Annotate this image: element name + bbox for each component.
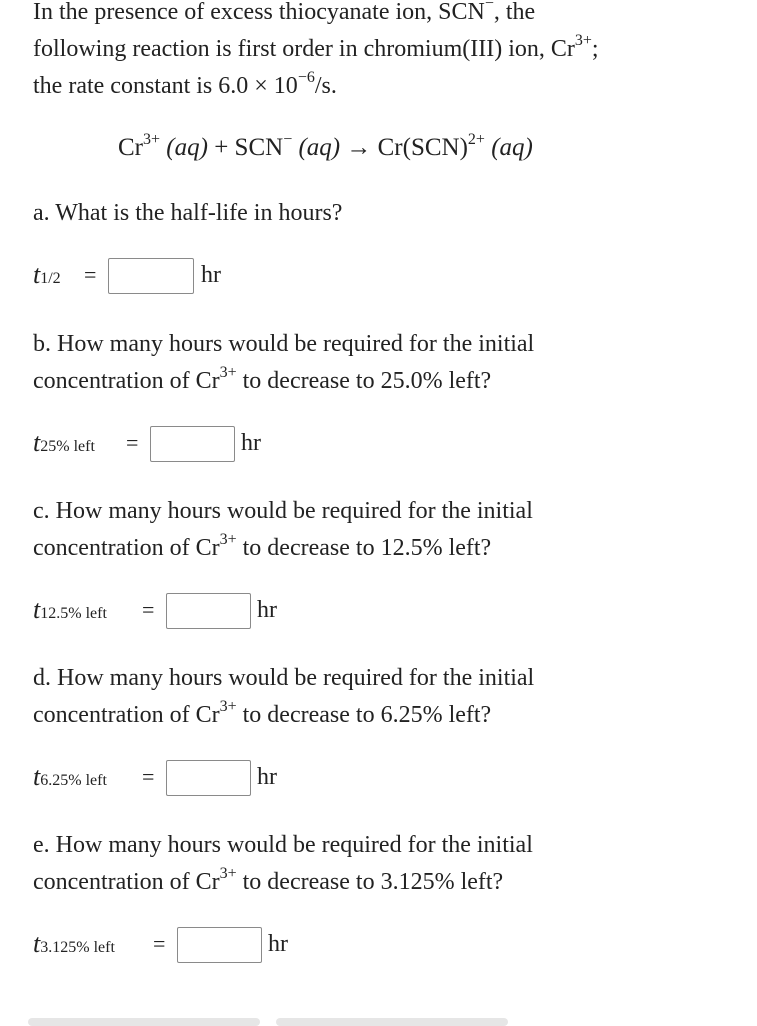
question-text: to decrease to 12.5% left? (236, 535, 492, 561)
var-main: t (33, 428, 41, 457)
answer-input-25-percent[interactable] (150, 426, 235, 462)
var-subscript: 12.5% left (40, 605, 107, 622)
var-subscript: 1/2 (40, 270, 61, 287)
bottom-button-left[interactable] (28, 1018, 260, 1026)
variable-t-3-125 (33, 929, 115, 959)
question-text: concentration of Cr (33, 869, 220, 895)
variable-t-6-25 (33, 762, 107, 792)
equals-sign: = (142, 597, 155, 622)
reaction-arrow-icon: → (346, 134, 372, 161)
question-e-text-2 (33, 864, 503, 901)
var-subscript: 25% left (40, 438, 95, 455)
question-b-text: b. How many hours would be required for the initial (33, 331, 535, 357)
question-text: concentration of Cr (33, 368, 220, 394)
intro-text: /s. (314, 73, 337, 99)
intro-text: the rate constant is 6.0 × 10 (33, 73, 298, 99)
answer-input-half-life[interactable] (108, 258, 194, 294)
product-charge: 2+ (467, 131, 485, 148)
var-subscript: 3.125% left (40, 939, 115, 956)
question-d-text: d. How many hours would be required for the initial (33, 665, 535, 691)
unit-label: hr (257, 597, 277, 623)
charge-superscript: 3+ (574, 32, 592, 49)
var-main: t (33, 762, 41, 791)
variable-t-12-5 (33, 595, 107, 625)
question-c-text-2 (33, 530, 491, 567)
var-main: t (33, 260, 41, 289)
reactant-charge: − (283, 131, 293, 148)
intro-line-2 (33, 31, 599, 68)
question-text: to decrease to 6.25% left? (236, 702, 492, 728)
var-main: t (33, 929, 41, 958)
intro-text: In the presence of excess thiocyanate ion, SCN (33, 0, 485, 25)
equals-sign: = (142, 764, 155, 789)
question-a-text: a. What is the half-life in hours? (33, 200, 343, 226)
answer-input-6-25-percent[interactable] (166, 760, 251, 796)
exponent-superscript: −6 (297, 69, 315, 86)
variable-t-25 (33, 428, 95, 458)
answer-input-12-5-percent[interactable] (166, 593, 251, 629)
question-d-text-2 (33, 697, 491, 734)
reactant-thiocyanate: SCN (234, 134, 284, 161)
intro-text: ; (591, 36, 599, 62)
intro-text: , the (493, 0, 536, 25)
question-e-text: e. How many hours would be required for the initial (33, 832, 533, 858)
chemical-equation (118, 131, 533, 162)
charge-superscript: 3+ (219, 698, 237, 715)
unit-label: hr (268, 931, 288, 957)
state-label: (aq) (298, 134, 341, 161)
var-main: t (33, 595, 41, 624)
product-complex: Cr(SCN) (377, 134, 468, 161)
unit-label: hr (257, 764, 277, 790)
unit-label: hr (201, 262, 221, 288)
unit-label: hr (241, 430, 261, 456)
charge-superscript: 3+ (219, 364, 237, 381)
question-b-text-2 (33, 363, 491, 400)
intro-line-1 (33, 0, 535, 31)
reactant-charge: 3+ (143, 131, 161, 148)
answer-input-3-125-percent[interactable] (177, 927, 262, 963)
intro-text: following reaction is first order in chromium(III) ion, Cr (33, 36, 575, 62)
equals-sign: = (84, 262, 97, 287)
intro-line-3 (33, 68, 337, 105)
charge-superscript: 3+ (219, 531, 237, 548)
reactant-chromium: Cr (118, 134, 143, 161)
question-text: to decrease to 3.125% left? (236, 869, 504, 895)
question-text: concentration of Cr (33, 535, 220, 561)
variable-t-half (33, 260, 61, 290)
state-label: (aq) (166, 134, 208, 161)
plus-sign: + (214, 134, 229, 161)
state-label: (aq) (491, 134, 533, 161)
question-text: to decrease to 25.0% left? (236, 368, 492, 394)
question-c-text: c. How many hours would be required for the initial (33, 498, 533, 524)
equals-sign: = (126, 430, 139, 455)
charge-superscript: 3+ (219, 865, 237, 882)
charge-superscript: − (484, 0, 494, 12)
question-text: concentration of Cr (33, 702, 220, 728)
var-subscript: 6.25% left (40, 772, 107, 789)
equals-sign: = (153, 931, 166, 956)
bottom-button-right[interactable] (276, 1018, 508, 1026)
